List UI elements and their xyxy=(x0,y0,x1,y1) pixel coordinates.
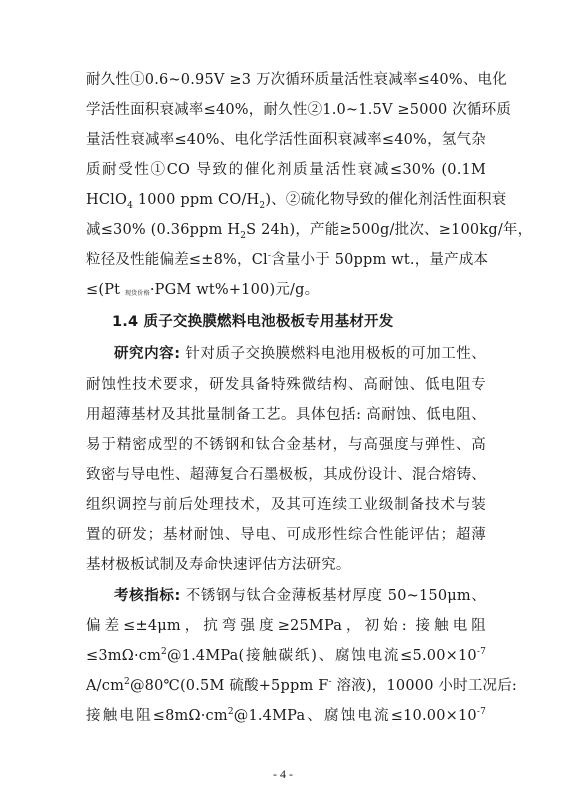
para1-line-4: 质耐受性①CO 导致的催化剂质量活性衰减≤30% (0.1M xyxy=(86,162,486,178)
research-label: 研究内容: xyxy=(114,346,181,362)
assess-label: 考核指标: xyxy=(114,588,181,604)
page-number: - 4 - xyxy=(273,767,293,781)
research-line-5: 致密与导电性、超薄复合石墨极板，其成份设计、混合熔铸、 xyxy=(86,467,486,483)
para1-line-8: ≤(Pt 现货价格·PGM wt%+100)元/g。 xyxy=(86,282,320,298)
assess-line-3: $\le 3m\Omega\cdot cm^2@1.4MPa$(接触碳纸)、腐蚀电流$\le 5.00\times 10^{-7}$ xyxy=(86,647,486,664)
assess-line-1: 考核指标: 不锈钢与钛合金薄板基材厚度 50~150μm、 xyxy=(114,588,486,604)
para1-line-1: 耐久性①0.6~0.95V ≥3 万次循环质量活性衰减率≤40%、电化 xyxy=(86,72,507,88)
assess-line-5: 接触电阻$\le 8m\Omega\cdot cm^2@1.4MPa$、腐蚀电流$\le 10.00\times 10^{-7}$ xyxy=(86,707,487,724)
research-line-6: 组织调控与前后处理技术，及其可连续工业级制备技术与装 xyxy=(86,497,486,513)
research-line-1: 研究内容: 针对质子交换膜燃料电池用极板的可加工性、 xyxy=(114,346,486,362)
para1-line-3: 量活性衰减率≤40%、电化学活性面积衰减率≤40%，氢气杂 xyxy=(86,132,486,148)
research-line-7: 置的研发；基材耐蚀、导电、可成形性综合性能评估；超薄 xyxy=(86,527,486,543)
research-line-2: 耐蚀性技术要求，研发具备特殊微结构、高耐蚀、低电阻专 xyxy=(86,377,486,393)
para1-line-5: HClO$_4$ 1000 ppm $CO/H_2$)、②硫化物导致的催化剂活性面积衰 xyxy=(86,192,507,211)
research-line-4: 易于精密成型的不锈钢和钛合金基材，与高强度与弹性、高 xyxy=(86,437,486,453)
assess-line-4: $A/cm^2@80℃(0.5M$ 硫酸+5ppm F- 溶液)，10000 小时工况后: xyxy=(86,677,518,694)
para1-line-7: 粒径及性能偏差≤±8%，Cl-含量小于 50ppm wt.，量产成本 xyxy=(86,251,489,268)
para1-line-2: 学活性面积衰减率≤40%，耐久性②1.0~1.5V ≥5000 次循环质 xyxy=(86,102,512,118)
para1-line-6: 减≤30% (0.36ppm $H_2S$ 24h)，产能≥500g/批次、≥100kg/年， xyxy=(86,222,533,241)
research-line-3: 用超薄基材及其批量制备工艺。具体包括: 高耐蚀、低电阻、 xyxy=(86,407,486,423)
research-line-8: 基材极板试制及寿命快速评估方法研究。 xyxy=(86,557,351,573)
assess-line-2: 偏差≤±4μm，抗弯强度≥25MPa，初始: 接触电阻 xyxy=(86,618,486,634)
section-heading: 1.4 质子交换膜燃料电池极板专用基材开发 xyxy=(112,314,394,330)
